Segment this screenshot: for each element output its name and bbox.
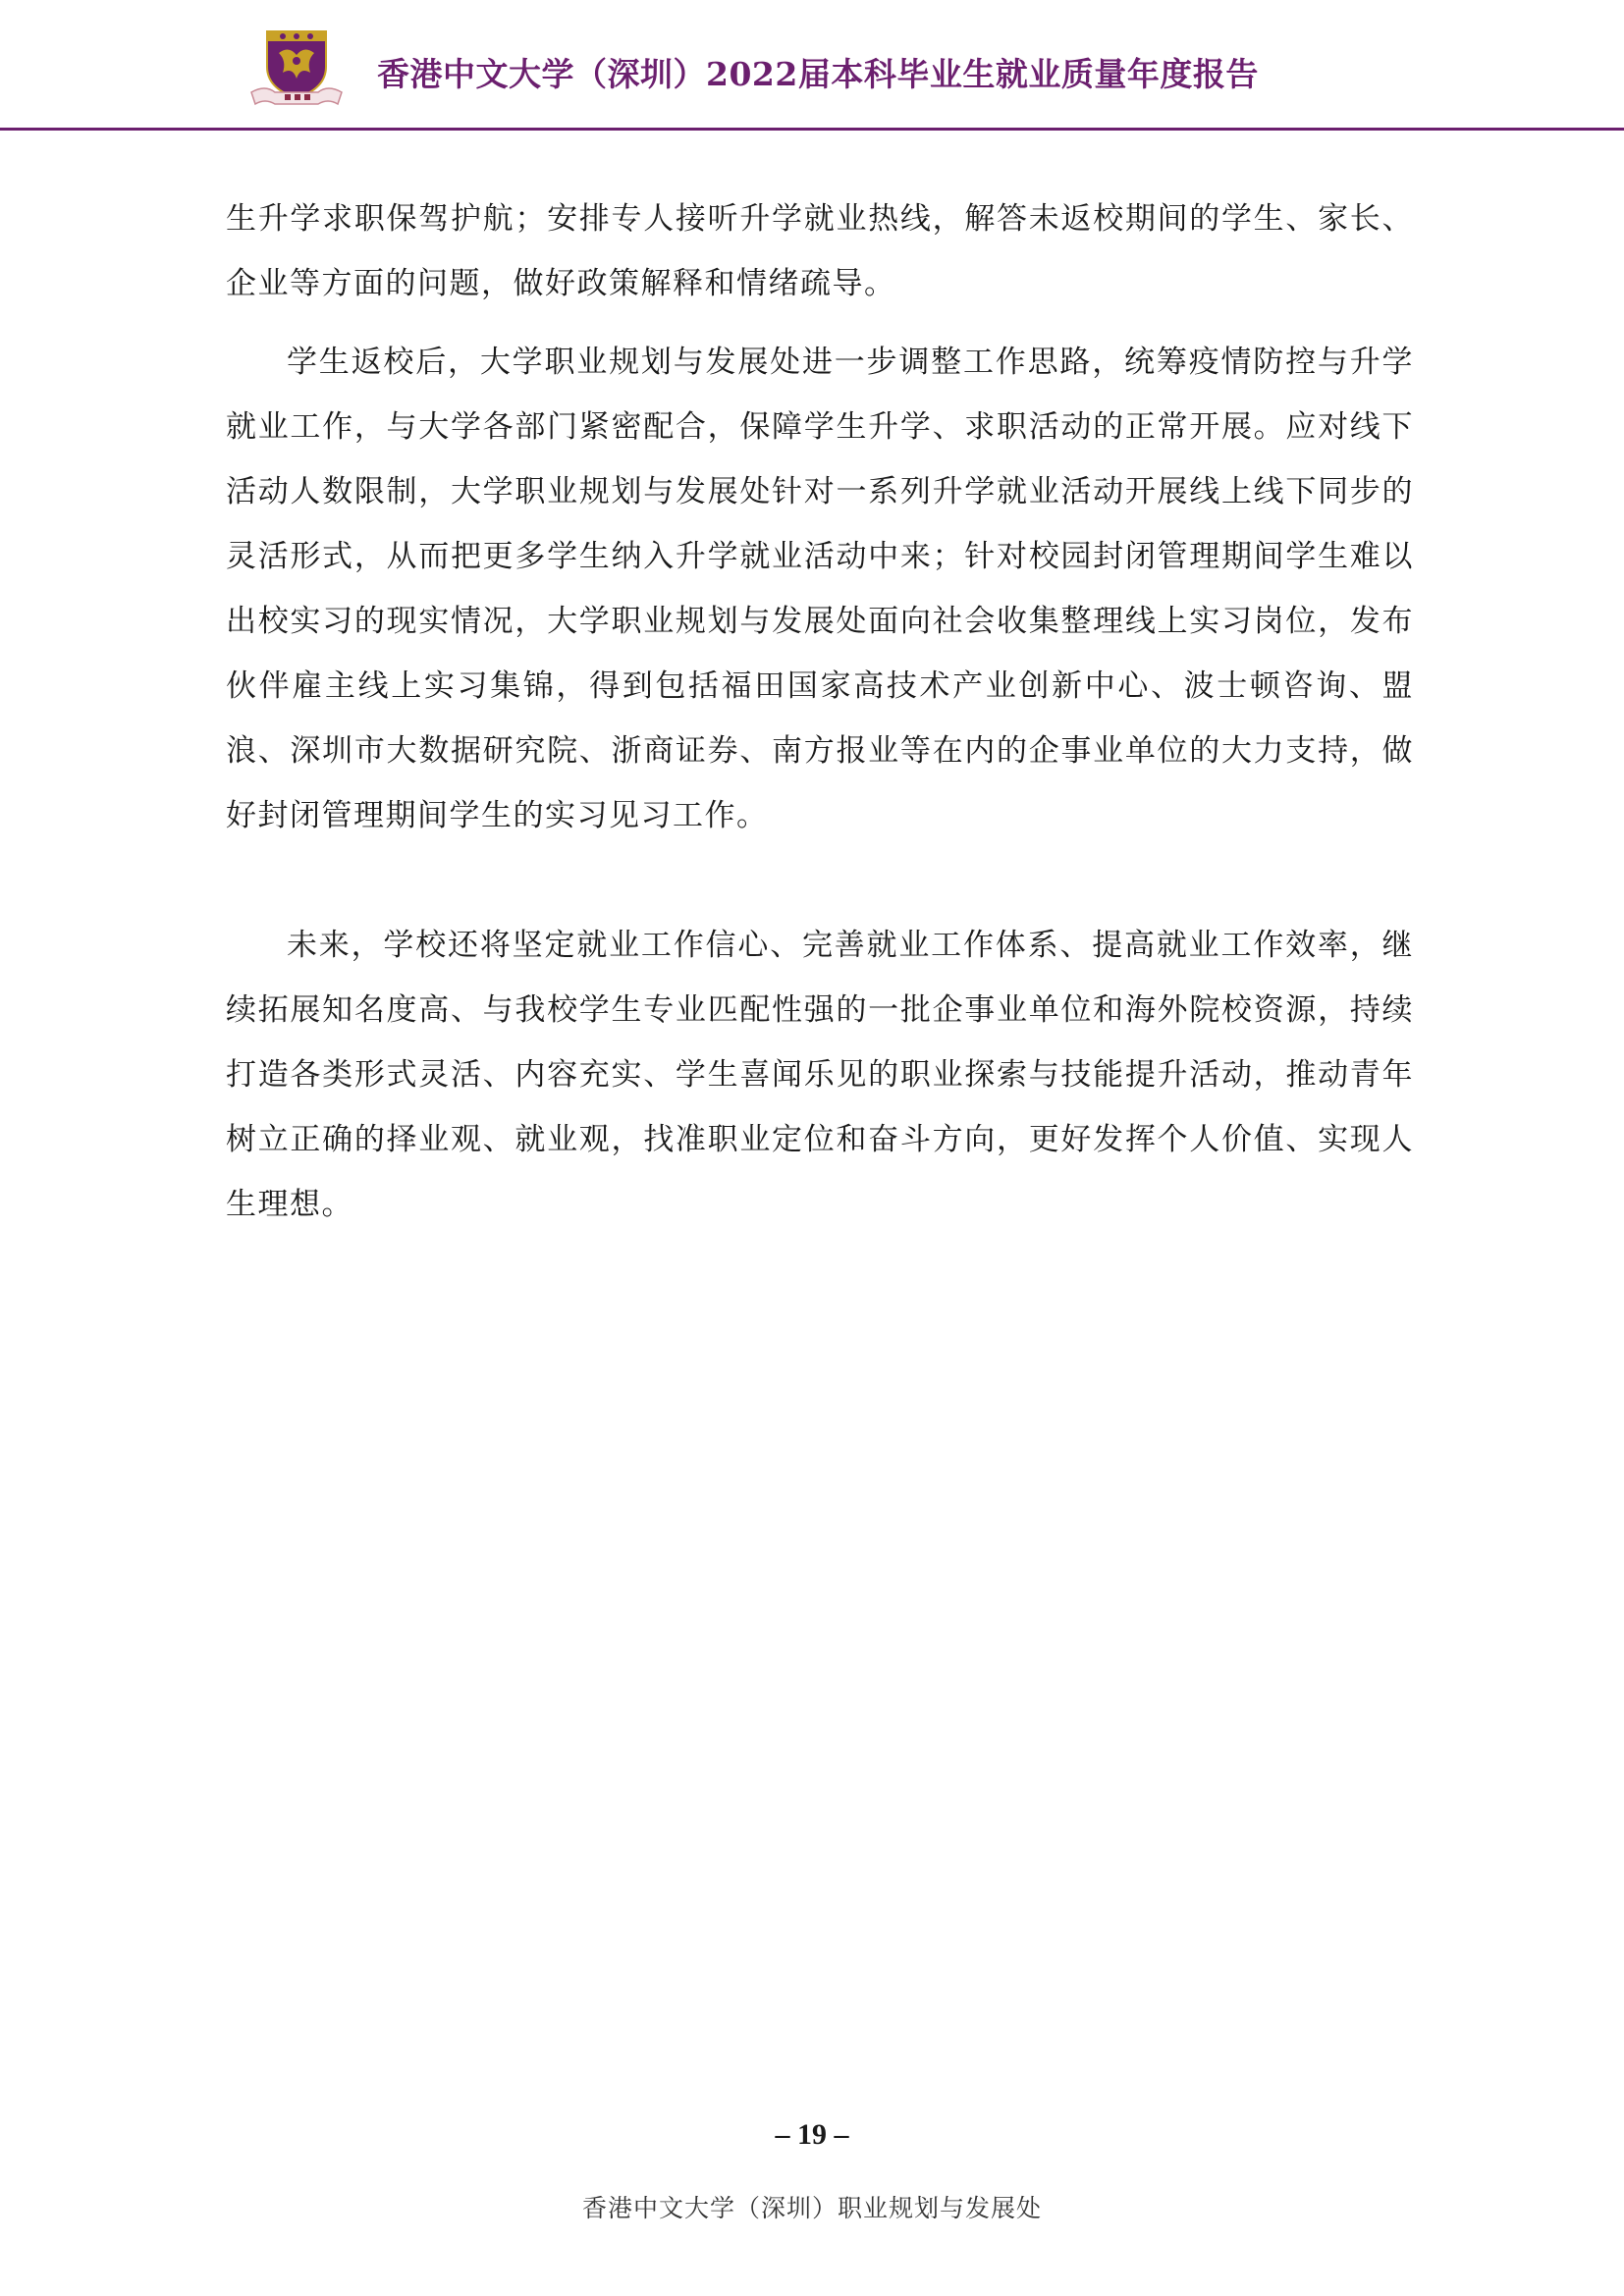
header-divider [0,128,1624,131]
paragraph-future: 未来，学校还将坚定就业工作信心、完善就业工作体系、提高就业工作效率，继续拓展知名度高、与我校学生专业匹配性强的一批企事业单位和海外院校资源，持续打造各类形式灵活、内容充实、学生喜闻乐见的职业探索与技能提升活动，推动青年树立正确的择业观、就业观，找准职业定位和奋斗方向，更好发挥个人价值、实现人生理想。 [226,928,1414,1222]
page-number: – 19 – [775,2118,849,2151]
paragraph-spacer [226,848,1414,913]
report-title: 香港中文大学（深圳）2022届本科毕业生就业质量年度报告 [377,55,1259,93]
paragraph-return-to-campus: 学生返校后，大学职业规划与发展处进一步调整工作思路，统筹疫情防控与升学就业工作，与大学各部门紧密配合，保障学生升学、求职活动的正常开展。应对线下活动人数限制，大学职业规划与发展处针对一系列升学就业活动开展线上线下同步的灵活形式，从而把更多学生纳入升学就业活动中来；针对校园封闭管理期间学生难以出校实习的现实情况，大学职业规划与发展处面向社会收集整理线上实习岗位，发布伙伴雇主线上实习集锦，得到包括福田国家高技术产业创新中心、波士顿咨询、盟浪、深圳市大数据研究院、浙商证券、南方报业等在内的企事业单位的大力支持，做好封闭管理期间学生的实习见习工作。 [226,345,1414,833]
paragraph-continued: 生升学求职保驾护航；安排专人接听升学就业热线，解答未返校期间的学生、家长、企业等方面的问题，做好政策解释和情绪疏导。 [226,201,1414,301]
university-crest-icon [245,27,348,112]
page-header [0,0,1624,132]
paragraph-spacer [226,316,1414,330]
footer-department: 香港中文大学（深圳）职业规划与发展处 [581,2194,1042,2222]
page-body [226,187,1414,1237]
